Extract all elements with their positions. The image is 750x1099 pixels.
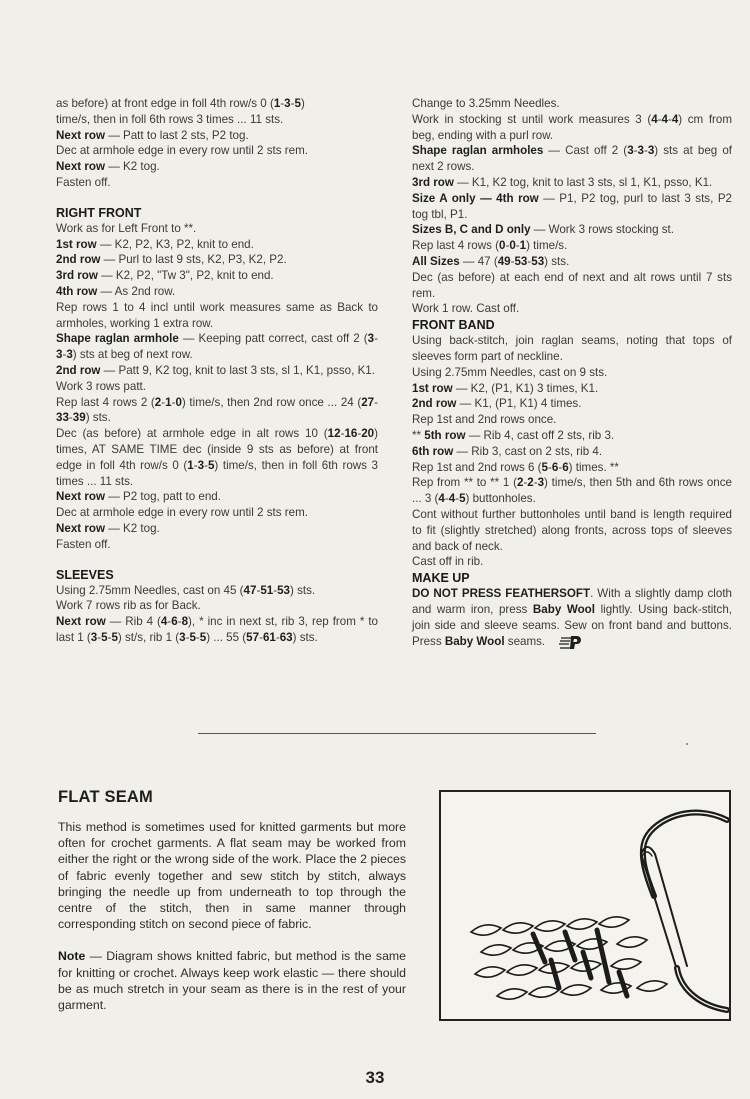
text: ) buttonholes. bbox=[465, 492, 536, 506]
instruction-line bbox=[56, 175, 378, 191]
section-heading: RIGHT FRONT bbox=[56, 205, 142, 220]
section-divider bbox=[198, 733, 596, 734]
bold-text: 3 bbox=[197, 458, 205, 472]
instruction-line bbox=[56, 300, 378, 332]
stitch bbox=[475, 967, 505, 977]
bold-text: 4 bbox=[651, 112, 658, 126]
bold-text: 3 bbox=[284, 97, 291, 110]
instruction-line bbox=[56, 159, 378, 175]
bold-text: 16 bbox=[344, 427, 358, 441]
text: ), * inc in next st, rib 3, rep from * to last 1 ( bbox=[56, 615, 379, 644]
text: time/s, then in foll 6th rows 3 times ... 11 sts. bbox=[56, 112, 284, 126]
text: — Rib 3, cast on 2 sts, rib 4. bbox=[453, 444, 603, 458]
text: seams. bbox=[504, 634, 546, 648]
bold-text: All Sizes bbox=[412, 254, 460, 268]
bold-text: 63 bbox=[279, 630, 293, 644]
text: - bbox=[193, 458, 198, 472]
bold-text: 8 bbox=[181, 615, 189, 629]
bold-text: 33 bbox=[56, 411, 69, 425]
text: - bbox=[185, 630, 190, 644]
text: - bbox=[256, 583, 261, 597]
text: - bbox=[167, 615, 172, 629]
bold-text: 2nd row bbox=[56, 253, 101, 267]
instruction-line bbox=[412, 365, 732, 381]
instruction-line bbox=[412, 507, 732, 554]
text: - bbox=[657, 112, 662, 126]
stitch bbox=[497, 989, 527, 999]
bold-text: Baby Wool bbox=[444, 634, 505, 648]
instruction-line bbox=[412, 143, 732, 175]
bold-text: 5th row bbox=[424, 428, 466, 442]
instruction-line bbox=[412, 554, 732, 570]
knitting-illustration bbox=[441, 792, 729, 1019]
bold-text: Next row bbox=[56, 128, 105, 142]
bold-text: 3 bbox=[637, 144, 644, 158]
bold-text: 2 bbox=[154, 395, 162, 409]
text: — K2, (P1, K1) 3 times, K1. bbox=[452, 381, 599, 395]
bold-text: Size A only — 4th row bbox=[412, 191, 539, 205]
text: Work in stocking st until work measures 3 ( bbox=[412, 112, 652, 126]
instruction-line bbox=[56, 331, 378, 363]
text: ) time/s, then 2nd row once ... 24 ( bbox=[181, 395, 362, 409]
instruction-line bbox=[56, 489, 378, 505]
text: Dec (as before) at armhole edge in alt rows 10 ( bbox=[56, 427, 328, 441]
stitch bbox=[637, 981, 667, 991]
text: - bbox=[374, 332, 378, 346]
instruction-line bbox=[56, 505, 378, 521]
instruction-line bbox=[56, 363, 378, 379]
bold-text: 57 bbox=[246, 630, 260, 644]
bold-text: 27 bbox=[361, 395, 375, 409]
bold-text: 4 bbox=[160, 615, 168, 629]
bold-text: 1 bbox=[519, 239, 527, 253]
bold-text: 39 bbox=[72, 411, 86, 425]
instruction-line bbox=[412, 586, 732, 649]
text: — K2, P2, K3, P2, knit to end. bbox=[96, 237, 254, 251]
text: - bbox=[97, 630, 102, 644]
instruction-line bbox=[56, 268, 378, 284]
bold-text: 3 bbox=[647, 144, 655, 158]
text: ) sts. bbox=[544, 254, 570, 268]
section-heading: MAKE UP bbox=[412, 571, 470, 586]
instruction-line bbox=[56, 426, 378, 489]
instruction-line bbox=[56, 521, 378, 537]
bold-text: 3 bbox=[179, 630, 186, 644]
text: - bbox=[633, 144, 638, 158]
bold-text: 6 bbox=[171, 615, 178, 629]
stitch bbox=[481, 945, 511, 955]
bold-text: Sizes B, C and D only bbox=[412, 223, 531, 237]
text: - bbox=[171, 395, 176, 409]
bold-text: 5 bbox=[189, 630, 196, 644]
flat-seam-note bbox=[58, 948, 406, 1013]
instruction-line bbox=[412, 175, 732, 191]
flat-seam-title: FLAT SEAM bbox=[58, 788, 153, 806]
stitch bbox=[617, 937, 647, 947]
bold-text: 53 bbox=[531, 254, 545, 268]
text: Work 3 rows patt. bbox=[56, 379, 146, 393]
bold-text: 2 bbox=[527, 476, 534, 490]
bold-text: 0 bbox=[175, 395, 182, 409]
stitch bbox=[561, 985, 591, 995]
text: — K1, K2 tog, knit to last 3 sts, sl 1, K1, psso, K1. bbox=[453, 175, 713, 189]
bold-text: 4 bbox=[671, 112, 679, 126]
instruction-line bbox=[412, 301, 732, 317]
note-text: — Diagram shows knitted fabric, but method is the same for knitting or crochet. Always keep work elastic — there should be as much stretch in your seam as there is in the rest of your garment. bbox=[58, 949, 406, 1013]
text: Fasten off. bbox=[56, 175, 111, 189]
text: - bbox=[68, 411, 73, 425]
text: - bbox=[523, 476, 528, 490]
text: - bbox=[280, 97, 285, 110]
flat-seam-section bbox=[58, 788, 406, 1013]
bold-text: 20 bbox=[361, 427, 375, 441]
text: Cont without further buttonholes until band is length required to fit (slightly stretched) along fronts, across tops of sleeves and back of neck. bbox=[412, 507, 732, 553]
bold-text: 2 bbox=[516, 476, 524, 490]
instruction-line bbox=[56, 221, 378, 237]
text: Dec at armhole edge in every row until 2 sts rem. bbox=[56, 144, 308, 158]
instruction-line bbox=[56, 395, 378, 427]
bold-text: 5 bbox=[294, 97, 301, 110]
instruction-line bbox=[412, 475, 732, 507]
instruction-line bbox=[412, 96, 732, 112]
instruction-line bbox=[412, 428, 732, 444]
text: - bbox=[533, 476, 538, 490]
instruction-line bbox=[412, 270, 732, 302]
text: - bbox=[455, 492, 460, 506]
text: Change to 3.25mm Needles. bbox=[412, 97, 560, 110]
bold-text: 5 bbox=[101, 630, 108, 644]
instruction-line bbox=[412, 254, 732, 270]
bold-text: 4th row bbox=[56, 284, 98, 298]
bold-text: 3 bbox=[537, 476, 545, 490]
text: - bbox=[643, 144, 648, 158]
text: - bbox=[558, 460, 563, 474]
text: ) sts. bbox=[292, 630, 318, 644]
text: ) times. ** bbox=[568, 460, 619, 474]
bold-text: 1st row bbox=[56, 237, 97, 251]
text: — P2 tog, patt to end. bbox=[104, 490, 221, 504]
bold-text: 3rd row bbox=[412, 175, 454, 189]
text: lightly. Using back-stitch, join side and sleeve seams. Sew on front band and buttons. Press bbox=[412, 602, 732, 648]
text: — As 2nd row. bbox=[97, 284, 176, 298]
bold-text: 4 bbox=[448, 492, 456, 506]
instruction-line bbox=[56, 598, 378, 614]
text: ) sts at beg of next 2 rows. bbox=[412, 144, 733, 174]
bold-text: Next row bbox=[56, 160, 105, 174]
bold-text: 53 bbox=[514, 254, 528, 268]
stitch bbox=[567, 919, 597, 929]
stitch bbox=[507, 965, 537, 975]
instruction-line bbox=[412, 191, 732, 223]
section-heading: FRONT BAND bbox=[412, 318, 495, 333]
bold-text: 2nd row bbox=[56, 363, 101, 377]
text: — K1, (P1, K1) 4 times. bbox=[456, 397, 582, 411]
text: — Rib 4, cast off 2 sts, rib 3. bbox=[465, 428, 615, 442]
text: Using 2.75mm Needles, cast on 45 ( bbox=[56, 583, 244, 597]
bold-text: 6 bbox=[551, 460, 559, 474]
text: - bbox=[290, 97, 295, 110]
bold-text: 5 bbox=[541, 460, 548, 474]
bold-text: 2nd row bbox=[412, 397, 457, 411]
text: Rep last 4 rows ( bbox=[412, 239, 499, 253]
text: ** bbox=[412, 428, 425, 442]
text: as before) at front edge in foll 4th row/s 0 ( bbox=[56, 97, 274, 110]
instruction-line bbox=[412, 381, 732, 397]
text: Rep 1st and 2nd rows once. bbox=[412, 413, 557, 427]
text: ) sts at beg of next row. bbox=[72, 348, 193, 362]
text: Rep 1st and 2nd rows 6 ( bbox=[412, 460, 542, 474]
text: - bbox=[505, 239, 510, 253]
text: ) times, AT SAME TIME dec (inside 9 sts as before) at front edge in foll 4th row/s 0 ( bbox=[56, 427, 378, 472]
page-number: 33 bbox=[365, 1068, 385, 1087]
text: - bbox=[527, 254, 532, 268]
spacer bbox=[56, 553, 378, 567]
text: - bbox=[667, 112, 672, 126]
bold-text: 4 bbox=[661, 112, 668, 126]
instruction-line bbox=[412, 444, 732, 460]
text: - bbox=[177, 615, 182, 629]
text: — Cast off 2 ( bbox=[543, 144, 628, 158]
bold-text: 6th row bbox=[412, 444, 454, 458]
bold-text: 3rd row bbox=[56, 269, 98, 283]
text: — Patt to last 2 sts, P2 tog. bbox=[104, 128, 249, 142]
text: Work 7 rows rib as for Back. bbox=[56, 599, 201, 613]
instruction-line bbox=[56, 128, 378, 144]
bold-text: 0 bbox=[509, 239, 516, 253]
instruction-line bbox=[56, 143, 378, 159]
instruction-line bbox=[412, 412, 732, 428]
text: ) sts. bbox=[290, 583, 316, 597]
bold-text: 3 bbox=[56, 348, 63, 362]
flat-seam-diagram bbox=[439, 790, 731, 1021]
instruction-line bbox=[56, 583, 378, 599]
text: - bbox=[444, 492, 449, 506]
text: - bbox=[357, 427, 362, 441]
bold-text: 6 bbox=[562, 460, 569, 474]
section-heading: SLEEVES bbox=[56, 567, 114, 582]
bold-text: 61 bbox=[262, 630, 276, 644]
instruction-line bbox=[56, 284, 378, 300]
instruction-line bbox=[56, 96, 378, 112]
instruction-line bbox=[412, 460, 732, 476]
text: — Work 3 rows stocking st. bbox=[530, 223, 675, 237]
bold-text: 5 bbox=[207, 458, 215, 472]
right-column bbox=[412, 96, 732, 650]
instruction-line bbox=[56, 537, 378, 553]
instruction-line bbox=[412, 222, 732, 238]
text: - bbox=[273, 583, 278, 597]
text: Dec (as before) at each end of next and alt rows until 7 sts rem. bbox=[412, 270, 732, 300]
flat-seam-body: This method is sometimes used for knitted garments but more often for crochet garments. A flat seam may be worked from either the right or the wrong side of the work. Place the 2 pieces of fabric evenly together and sew stitch by stitch, always bringing the needle up from underneath to top through the centre of the stitch, then in same manner through corresponding stitch on second piece of fabric. bbox=[58, 820, 406, 932]
text: Work as for Left Front to **. bbox=[56, 221, 197, 235]
stitch bbox=[535, 921, 565, 931]
text: - bbox=[161, 395, 166, 409]
text: Rep from ** to ** 1 ( bbox=[412, 476, 517, 490]
text: Work 1 row. Cast off. bbox=[412, 302, 520, 316]
text: - bbox=[204, 458, 208, 472]
bold-text: 4 bbox=[438, 492, 445, 506]
text: ) sts. bbox=[85, 411, 111, 425]
instruction-line bbox=[56, 252, 378, 268]
text: — Patt 9, K2 tog, knit to last 3 sts, sl 1, K1, psso, K1. bbox=[100, 363, 375, 377]
instruction-line bbox=[412, 396, 732, 412]
bold-text: 1 bbox=[165, 395, 172, 409]
bold-text: 47 bbox=[243, 583, 257, 597]
text: . With a slightly damp cloth and warm iron, press bbox=[412, 587, 732, 616]
text: - bbox=[275, 630, 280, 644]
instruction-line bbox=[56, 237, 378, 253]
text: — Purl to last 9 sts, K2, P3, K2, P2. bbox=[100, 253, 287, 267]
bold-text: 53 bbox=[277, 583, 290, 597]
speck bbox=[686, 743, 688, 745]
text: — Rib 4 ( bbox=[105, 615, 161, 629]
text: Cast off in rib. bbox=[412, 555, 484, 569]
text: Using back-stitch, join raglan seams, noting that tops of sleeves form part of neckline. bbox=[412, 334, 732, 363]
bold-text: 3 bbox=[66, 348, 73, 362]
text: Dec at armhole edge in every row until 2 sts rem. bbox=[56, 506, 308, 520]
note-label: Note bbox=[58, 949, 86, 964]
text: - bbox=[195, 630, 200, 644]
bold-text: 3 bbox=[367, 332, 375, 346]
needle bbox=[641, 847, 687, 970]
text: Rep rows 1 to 4 incl until work measures same as Back to armholes, working 1 extra row. bbox=[56, 300, 378, 330]
text: — K2 tog. bbox=[104, 160, 160, 174]
stitch bbox=[529, 987, 559, 997]
text: ) ... 55 ( bbox=[206, 630, 247, 644]
bold-text: DO NOT PRESS FEATHERSOFT bbox=[412, 587, 591, 601]
bold-text: Next row bbox=[56, 521, 105, 535]
bold-text: 3 bbox=[627, 144, 634, 158]
text: Rep last 4 rows 2 ( bbox=[56, 395, 155, 409]
bold-text: Next row bbox=[56, 490, 105, 504]
bold-text: 1st row bbox=[412, 381, 453, 395]
bold-text: Shape raglan armhole bbox=[56, 332, 179, 346]
text: Using 2.75mm Needles, cast on 9 sts. bbox=[412, 365, 608, 379]
instruction-line bbox=[56, 614, 378, 646]
left-column bbox=[56, 96, 378, 646]
stitch bbox=[471, 925, 501, 935]
text: — 47 ( bbox=[459, 254, 498, 268]
text: — K2 tog. bbox=[104, 521, 160, 535]
bold-text: Baby Wool bbox=[532, 602, 595, 616]
instruction-line bbox=[56, 379, 378, 395]
text: - bbox=[340, 427, 345, 441]
text: Fasten off. bbox=[56, 537, 111, 551]
instruction-line bbox=[412, 112, 732, 144]
patons-logo-icon bbox=[559, 634, 585, 650]
bold-text: 51 bbox=[260, 583, 274, 597]
bold-text: 12 bbox=[327, 427, 341, 441]
bold-text: 49 bbox=[497, 254, 511, 268]
stitch bbox=[611, 959, 641, 969]
text: - bbox=[548, 460, 552, 474]
instruction-line bbox=[412, 333, 732, 365]
text: - bbox=[107, 630, 112, 644]
text: ) st/s, rib 1 ( bbox=[117, 630, 180, 644]
bold-text: 5 bbox=[199, 630, 207, 644]
text: — P1, P2 tog, purl to last 3 sts, P2 tog tbl, P1. bbox=[412, 191, 732, 221]
text: - bbox=[515, 239, 520, 253]
text: ) time/s, then 5th and 6th rows once ... 3 ( bbox=[412, 476, 733, 506]
text: - bbox=[259, 630, 263, 644]
text: ) bbox=[300, 97, 305, 110]
text: — Keeping patt correct, cast off 2 ( bbox=[178, 332, 368, 346]
bold-text: 1 bbox=[273, 97, 281, 110]
text: ) cm from beg, ending with a purl row. bbox=[412, 112, 733, 142]
spacer bbox=[56, 191, 378, 205]
instruction-line bbox=[412, 238, 732, 254]
instruction-line bbox=[56, 112, 378, 128]
bold-text: 5 bbox=[111, 630, 118, 644]
bold-text: 5 bbox=[459, 492, 466, 506]
text: - bbox=[374, 395, 378, 409]
bold-text: Shape raglan armholes bbox=[412, 144, 544, 158]
bold-text: 0 bbox=[498, 239, 506, 253]
text: - bbox=[510, 254, 515, 268]
text: ) time/s. bbox=[526, 239, 568, 253]
bold-text: 1 bbox=[187, 458, 194, 472]
bold-text: Next row bbox=[56, 615, 106, 629]
stitch bbox=[503, 923, 533, 933]
bold-text: 3 bbox=[90, 630, 98, 644]
stitch bbox=[599, 917, 629, 927]
text: - bbox=[62, 348, 67, 362]
text: ) time/s, then in foll 6th rows 3 times ... 11 sts. bbox=[56, 458, 378, 488]
text: — K2, P2, "Tw 3", P2, knit to end. bbox=[97, 269, 274, 283]
